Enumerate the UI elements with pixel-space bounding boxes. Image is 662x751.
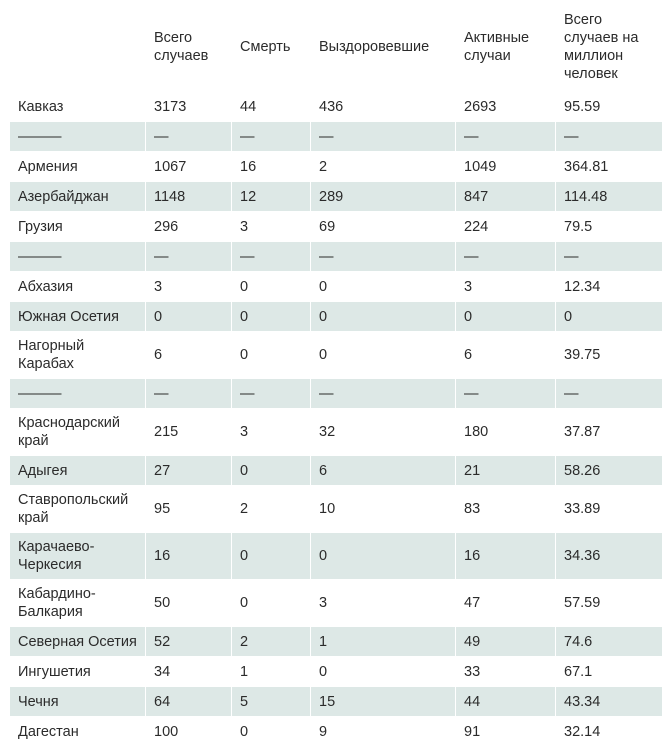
deaths-cell: 3 xyxy=(231,212,310,241)
total-cases-cell: 52 xyxy=(145,627,231,656)
cases-per-million-cell: 364.81 xyxy=(555,152,662,181)
table-header xyxy=(10,9,662,91)
recovered-cell: 9 xyxy=(310,717,455,746)
deaths-cell: 3 xyxy=(231,409,310,455)
active-cases-cell: 33 xyxy=(455,657,555,686)
deaths-cell: 44 xyxy=(231,92,310,121)
total-cases-cell: 27 xyxy=(145,456,231,485)
region-cell: Южная Осетия xyxy=(10,302,145,331)
table-row xyxy=(10,533,662,579)
recovered-cell: 289 xyxy=(310,182,455,211)
table-row xyxy=(10,212,662,241)
total-cases-cell: 3173 xyxy=(145,92,231,121)
active-cases-cell: 180 xyxy=(455,409,555,455)
recovered-cell: 15 xyxy=(310,687,455,716)
cases-per-million-cell: 58.26 xyxy=(555,456,662,485)
header-region xyxy=(10,9,145,91)
active-cases-cell: 21 xyxy=(455,456,555,485)
total-cases-cell: 0 xyxy=(145,302,231,331)
region-cell: Абхазия xyxy=(18,278,74,295)
deaths-cell: — xyxy=(231,379,310,408)
recovered-cell: 2 xyxy=(310,152,455,181)
table-row xyxy=(10,332,662,378)
table-row xyxy=(10,580,662,626)
table-row xyxy=(10,379,662,408)
recovered-cell: 0 xyxy=(310,302,455,331)
table-row xyxy=(10,657,662,686)
region-cell: Ингушетия xyxy=(18,663,91,680)
table-row xyxy=(10,409,662,455)
recovered-cell: 1 xyxy=(310,627,455,656)
table-row xyxy=(10,92,662,121)
region-cell: Карачаево-Черкесия xyxy=(10,533,145,579)
recovered-cell: 6 xyxy=(310,456,455,485)
recovered-cell: 0 xyxy=(310,657,455,686)
region-cell: Азербайджан xyxy=(10,182,145,211)
recovered-cell: — xyxy=(310,242,455,271)
cases-per-million-cell: — xyxy=(555,379,662,408)
region-cell: ——— xyxy=(10,242,145,271)
region-cell: Нагорный Карабах xyxy=(18,338,85,372)
header-recovered: Выздоровевшие xyxy=(310,9,455,91)
header-total-cases: Всего случаев xyxy=(145,9,231,91)
total-cases-cell: — xyxy=(145,242,231,271)
total-cases-cell: 6 xyxy=(145,332,231,378)
total-cases-cell: 50 xyxy=(145,580,231,626)
deaths-cell: — xyxy=(231,242,310,271)
recovered-cell: 0 xyxy=(310,272,455,301)
total-cases-cell: 34 xyxy=(145,657,231,686)
active-cases-cell: 1049 xyxy=(455,152,555,181)
region-cell: Ставропольский край xyxy=(18,492,129,526)
total-cases-cell: 3 xyxy=(145,272,231,301)
cases-per-million-cell: 33.89 xyxy=(555,486,662,532)
cases-per-million-cell: — xyxy=(555,122,662,151)
active-cases-cell: 2693 xyxy=(455,92,555,121)
region-cell: Армения xyxy=(18,158,78,175)
total-cases-cell: — xyxy=(145,379,231,408)
table-row xyxy=(10,687,662,716)
deaths-cell: 0 xyxy=(231,580,310,626)
deaths-cell: 0 xyxy=(231,272,310,301)
region-cell: Чечня xyxy=(10,687,145,716)
deaths-cell: — xyxy=(231,122,310,151)
region-cell: Дагестан xyxy=(18,723,79,740)
active-cases-cell: 224 xyxy=(455,212,555,241)
active-cases-cell: — xyxy=(455,379,555,408)
cases-per-million-cell: 12.34 xyxy=(555,272,662,301)
active-cases-cell: — xyxy=(455,242,555,271)
cases-per-million-cell: 57.59 xyxy=(555,580,662,626)
header-deaths: Смерть xyxy=(231,9,310,91)
table-row xyxy=(10,717,662,746)
cases-per-million-cell: 32.14 xyxy=(555,717,662,746)
recovered-cell: — xyxy=(310,122,455,151)
recovered-cell: 436 xyxy=(310,92,455,121)
region-cell: Кабардино-Балкария xyxy=(18,586,96,620)
cases-per-million-cell: 43.34 xyxy=(555,687,662,716)
deaths-cell: 12 xyxy=(231,182,310,211)
table-row xyxy=(10,122,662,151)
total-cases-cell: 215 xyxy=(145,409,231,455)
cases-per-million-cell: 79.5 xyxy=(555,212,662,241)
table-row xyxy=(10,242,662,271)
total-cases-cell: 100 xyxy=(145,717,231,746)
deaths-cell: 16 xyxy=(231,152,310,181)
deaths-cell: 0 xyxy=(231,533,310,579)
total-cases-cell: 1148 xyxy=(145,182,231,211)
total-cases-cell: 95 xyxy=(145,486,231,532)
region-cell: Адыгея xyxy=(10,456,145,485)
recovered-cell: 0 xyxy=(310,533,455,579)
deaths-cell: 2 xyxy=(231,486,310,532)
region-cell: Кавказ xyxy=(18,98,64,115)
table-row xyxy=(10,486,662,532)
table-body xyxy=(10,92,662,746)
deaths-cell: 0 xyxy=(231,456,310,485)
deaths-cell: 0 xyxy=(231,302,310,331)
active-cases-cell: 3 xyxy=(455,272,555,301)
deaths-cell: 1 xyxy=(231,657,310,686)
cases-per-million-cell: 34.36 xyxy=(555,533,662,579)
active-cases-cell: — xyxy=(455,122,555,151)
total-cases-cell: 64 xyxy=(145,687,231,716)
total-cases-cell: 16 xyxy=(145,533,231,579)
table-row xyxy=(10,182,662,211)
cases-per-million-cell: 95.59 xyxy=(555,92,662,121)
total-cases-cell: 296 xyxy=(145,212,231,241)
region-cell: Грузия xyxy=(18,218,63,235)
active-cases-cell: 47 xyxy=(455,580,555,626)
deaths-cell: 5 xyxy=(231,687,310,716)
deaths-cell: 0 xyxy=(231,332,310,378)
cases-per-million-cell: 114.48 xyxy=(555,182,662,211)
active-cases-cell: 49 xyxy=(455,627,555,656)
table-row xyxy=(10,152,662,181)
table-row xyxy=(10,272,662,301)
cases-per-million-cell: 74.6 xyxy=(555,627,662,656)
covid-stats-table xyxy=(10,8,662,747)
region-cell: Северная Осетия xyxy=(10,627,145,656)
region-cell: Краснодарский край xyxy=(18,415,120,449)
cases-per-million-cell: 39.75 xyxy=(555,332,662,378)
active-cases-cell: 16 xyxy=(455,533,555,579)
cases-per-million-cell: 37.87 xyxy=(555,409,662,455)
cases-per-million-cell: 0 xyxy=(555,302,662,331)
region-cell: ——— xyxy=(10,379,145,408)
table-row xyxy=(10,302,662,331)
recovered-cell: 0 xyxy=(310,332,455,378)
active-cases-cell: 91 xyxy=(455,717,555,746)
recovered-cell: — xyxy=(310,379,455,408)
region-cell: ——— xyxy=(10,122,145,151)
header-cases-per-million: Всего случаев на миллион человек xyxy=(555,9,662,91)
deaths-cell: 2 xyxy=(231,627,310,656)
total-cases-cell: — xyxy=(145,122,231,151)
table-row xyxy=(10,456,662,485)
active-cases-cell: 6 xyxy=(455,332,555,378)
active-cases-cell: 83 xyxy=(455,486,555,532)
recovered-cell: 3 xyxy=(310,580,455,626)
table-row xyxy=(10,627,662,656)
active-cases-cell: 44 xyxy=(455,687,555,716)
active-cases-cell: 847 xyxy=(455,182,555,211)
header-row xyxy=(10,9,662,91)
cases-per-million-cell: 67.1 xyxy=(555,657,662,686)
header-active-cases: Активные случаи xyxy=(455,9,555,91)
recovered-cell: 32 xyxy=(310,409,455,455)
recovered-cell: 10 xyxy=(310,486,455,532)
recovered-cell: 69 xyxy=(310,212,455,241)
cases-per-million-cell: — xyxy=(555,242,662,271)
active-cases-cell: 0 xyxy=(455,302,555,331)
deaths-cell: 0 xyxy=(231,717,310,746)
total-cases-cell: 1067 xyxy=(145,152,231,181)
